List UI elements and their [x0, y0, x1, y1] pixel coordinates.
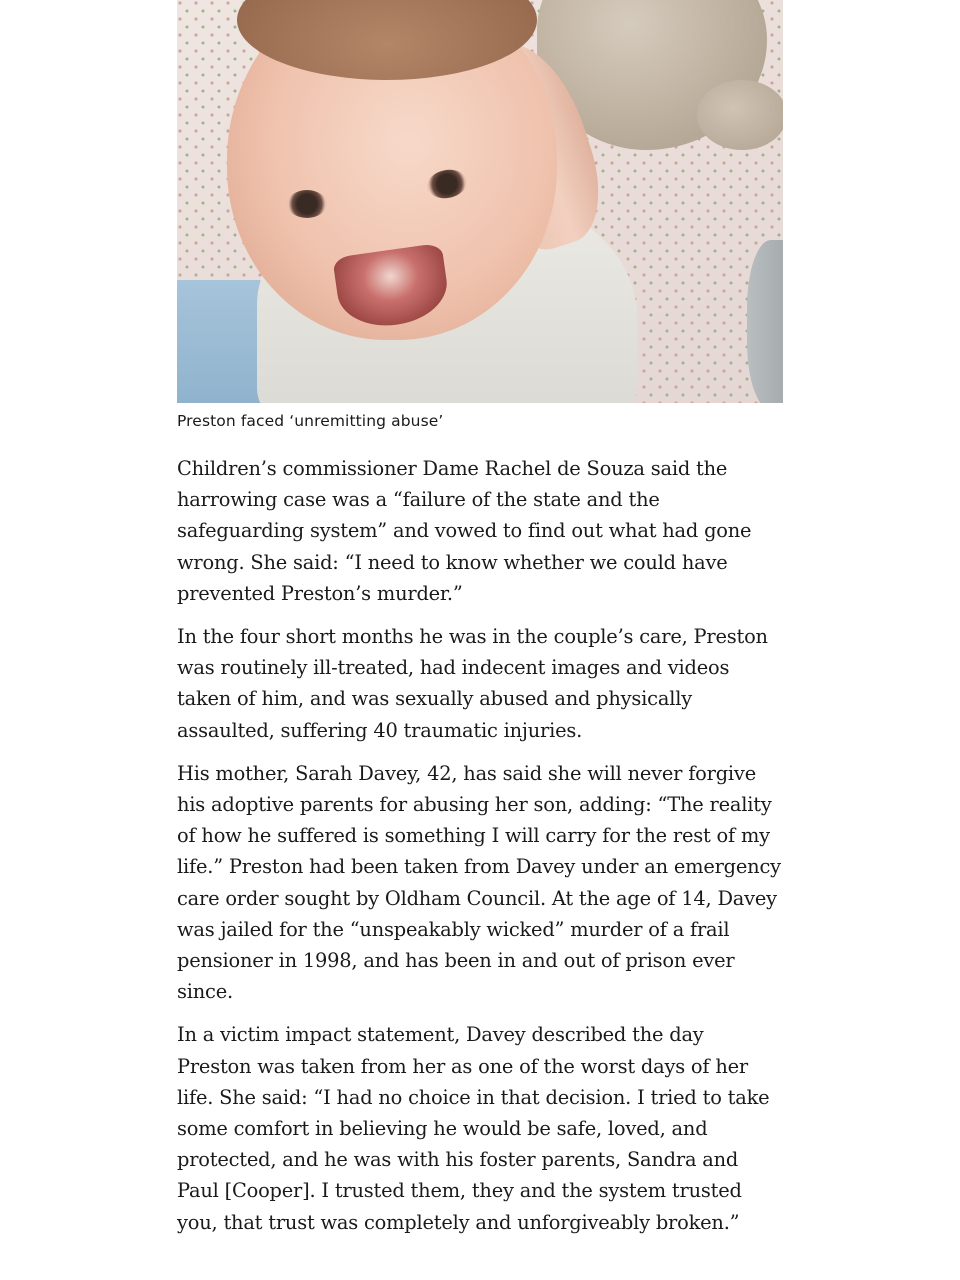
- paragraph-1: Children’s commissioner Dame Rachel de Souza said the harrowing case was a “failure of the state and the safeguarding system” and vowed to find out what had gone wrong. She said: “I need to know whether we could have prevented Preston’s murder.”: [177, 457, 752, 605]
- photo-caption: Preston faced ‘unremitting abuse’: [177, 412, 444, 430]
- article-photo: [177, 0, 783, 403]
- bowl-shape: [747, 240, 783, 403]
- article-figure: [177, 0, 783, 431]
- article-body: [177, 0, 783, 1238]
- paragraph-4: In a victim impact statement, Davey described the day Preston was taken from her as one of the worst days of her life. She said: “I had no choice in that decision. I tried to take some comfort in believing he would be safe, loved, and protected, and he was with his foster parents, Sandra and Paul [Cooper]. I trusted them, they and the system trusted you, that trust was completely and unforgiveably broken.”: [177, 1023, 770, 1234]
- paragraph-3: His mother, Sarah Davey, 42, has said she will never forgive his adoptive parents for abusing her son, adding: “The reality of how he suffered is something I will carry for the rest of my life.” Preston had been taken from Davey under an emergency care order sought by Oldham Council. At the age of 14, Davey was jailed for the “unspeakably wicked” murder of a frail pensioner in 1998, and has been in and out of prison ever since.: [177, 761, 781, 1004]
- teddy-paw-shape: [697, 80, 783, 150]
- paragraph-2: In the four short months he was in the couple’s care, Preston was routinely ill-treated, had indecent images and videos taken of him, and was sexually abused and physically assaulted, suffering 40 traumatic injuries.: [177, 625, 768, 742]
- baby-eye-left: [287, 190, 327, 218]
